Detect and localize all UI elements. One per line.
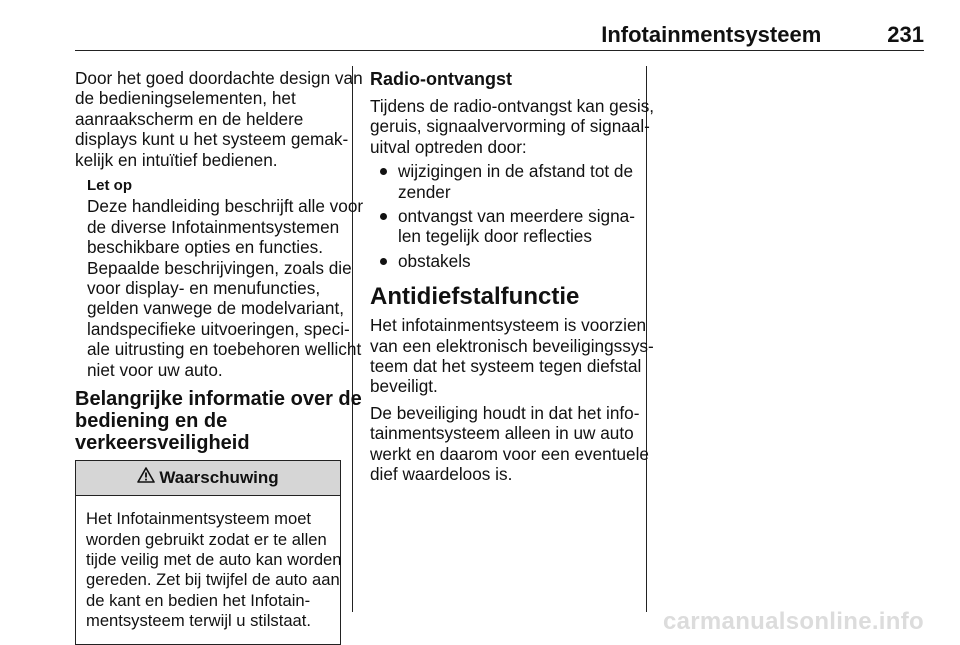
text-line: Deze handleiding beschrijft alle voor	[87, 196, 364, 217]
text-line: Het Infotainmentsysteem moet	[86, 509, 312, 529]
note-block	[87, 176, 364, 380]
text-line: De beveiliging houdt in dat het info-	[370, 402, 640, 423]
bullet-list	[370, 161, 640, 271]
text-line: gereden. Zet bij twijfel de auto aan	[86, 570, 340, 590]
text-line: Het infotainmentsysteem is voorzien	[370, 315, 647, 336]
text-line: wijzigingen in de afstand tot de	[398, 161, 634, 182]
text-line: landspecifieke uitvoeringen, speci-	[87, 318, 350, 339]
text-line: aanraakscherm en de heldere	[75, 108, 304, 129]
text-line: kelijk en intuïtief bedienen.	[75, 149, 278, 170]
text-line: dief waardeloos is.	[370, 464, 513, 485]
text-line: teem dat het systeem tegen diefstal	[370, 356, 642, 377]
text-line: gelden vanwege de modelvariant,	[87, 298, 345, 319]
text-line: ontvangst van meerdere signa-	[398, 206, 635, 227]
text-line: Bepaalde beschrijvingen, zoals die	[87, 257, 352, 278]
list-item	[370, 251, 640, 271]
text-line: tainmentsysteem alleen in uw auto	[370, 423, 634, 444]
bullet-icon	[380, 213, 387, 220]
text-line: ale uitrusting en toebehoren wellicht	[87, 339, 362, 360]
list-item	[370, 161, 640, 202]
note-title: Let op	[87, 177, 132, 195]
page-header	[601, 22, 924, 48]
text-line: niet voor uw auto.	[87, 359, 223, 380]
text-line: van een elektronisch beveiligingssys-	[370, 335, 654, 356]
text-line: worden gebruikt zodat er te allen	[86, 529, 327, 549]
header-title: Infotainmentsysteem	[601, 22, 822, 47]
warning-body	[76, 496, 340, 643]
text-line: de kant en bedien het Infotain-	[86, 590, 311, 610]
text-line: voor display- en menufuncties,	[87, 278, 321, 299]
warning-triangle-icon	[137, 467, 155, 488]
text-line: zender	[398, 181, 451, 202]
radio-heading: Radio-ontvangst	[370, 69, 512, 89]
warning-title: Waarschuwing	[159, 467, 279, 487]
anti-theft-paragraph-1	[370, 315, 654, 397]
text-line: geruis, signaalvervorming of signaal-	[370, 116, 650, 137]
text-line: displays kunt u het systeem gemak-	[75, 129, 349, 150]
anti-theft-paragraph-2	[370, 402, 649, 485]
heading-line: bediening en de	[75, 410, 228, 433]
left-column	[75, 68, 364, 645]
heading-line: verkeersveiligheid	[75, 432, 250, 455]
warning-header	[76, 461, 340, 496]
text-line: beveiligt.	[370, 376, 438, 397]
heading-line: Belangrijke informatie over de	[75, 388, 362, 411]
text-line: de diverse Infotainmentsystemen	[87, 216, 340, 237]
list-item	[370, 206, 640, 247]
bullet-icon	[380, 258, 387, 265]
header-rule	[75, 50, 924, 51]
page-number: 231	[887, 22, 924, 47]
text-line: Door het goed doordachte design van	[75, 68, 363, 88]
section-heading	[75, 388, 362, 455]
text-line: beschikbare opties en functies.	[87, 237, 323, 258]
middle-column	[370, 68, 655, 491]
radio-paragraph	[370, 96, 655, 157]
text-line: tijde veilig met de auto kan worden	[86, 549, 342, 569]
text-line: mentsysteem terwijl u stilstaat.	[86, 611, 312, 631]
intro-paragraph	[75, 68, 363, 170]
anti-theft-heading: Antidiefstalfunctie	[370, 283, 580, 311]
text-line: uitval optreden door:	[370, 136, 527, 157]
watermark: carmanualsonline.info	[662, 608, 924, 635]
text-line: obstakels	[398, 250, 471, 271]
text-line: len tegelijk door reflecties	[398, 226, 592, 247]
text-line: werkt en daarom voor een eventuele	[370, 443, 649, 464]
warning-box	[75, 460, 341, 644]
text-line: Tijdens de radio-ontvangst kan gesis,	[370, 96, 655, 116]
bullet-icon	[380, 168, 387, 175]
text-line: de bedieningselementen, het	[75, 88, 296, 109]
